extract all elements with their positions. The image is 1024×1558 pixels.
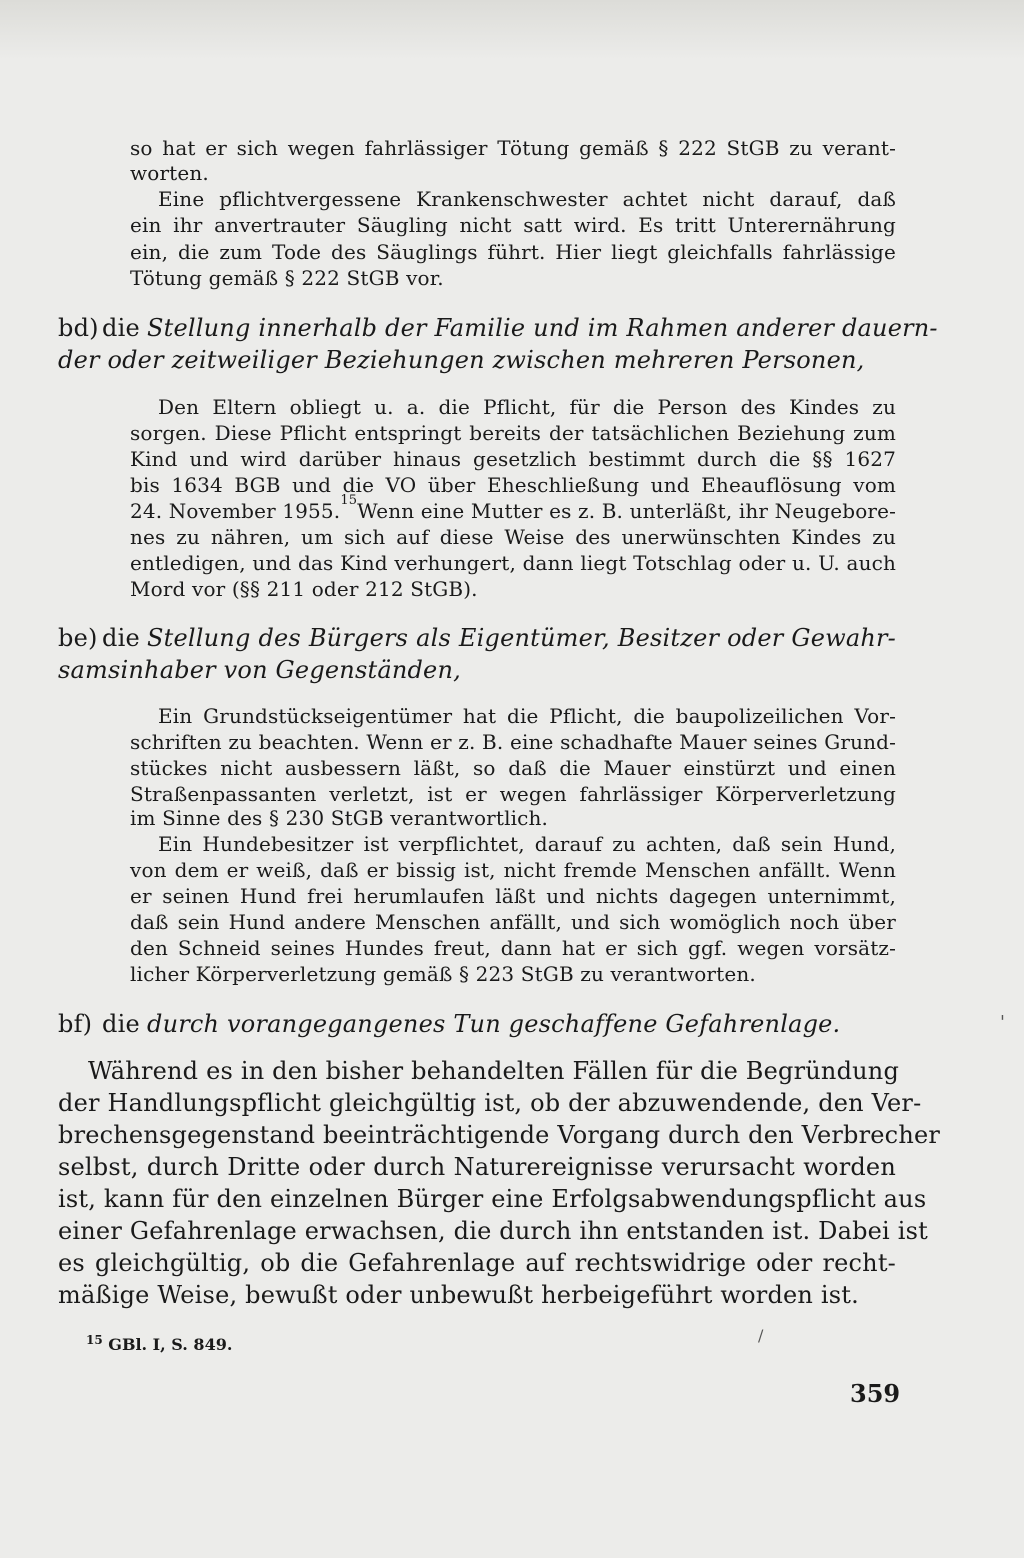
scan-mark: ' xyxy=(1000,1012,1005,1033)
text-line: schriften zu beachten. Wenn er z. B. eine schadhafte Mauer seines Grund- xyxy=(130,730,896,754)
text-line: so hat er sich wegen fahrlässiger Tötung gemäß § 222 StGB zu verant- xyxy=(130,136,896,160)
text-line: er seinen Hund frei herumlaufen läßt und nichts dagegen unternimmt, xyxy=(130,884,896,908)
text-line: Eine pflichtvergessene Krankenschwester achtet nicht darauf, daß xyxy=(158,187,896,211)
text-line: Tötung gemäß § 222 StGB vor. xyxy=(130,266,444,290)
text-line: einer Gefahrenlage erwachsen, die durch ihn entstanden ist. Dabei ist xyxy=(58,1217,928,1245)
text-fragment: 24. November 1955. xyxy=(130,499,341,523)
list-label-be: be) xyxy=(58,624,98,652)
list-label-bd: bd) xyxy=(58,314,99,342)
footnote-number: 15 xyxy=(86,1333,103,1347)
text-line: stückes nicht ausbessern läßt, so daß die Mauer einstürzt und einen xyxy=(130,756,896,780)
section-heading-be: samsinhaber von Gegenständen, xyxy=(58,656,461,684)
text-line: brechensgegenstand beeinträchtigende Vorgang durch den Verbrecher xyxy=(58,1121,941,1149)
text-line: worten. xyxy=(130,161,209,185)
footnote-reference: 15 xyxy=(340,493,358,508)
section-heading-bf: durch vorangegangenes Tun geschaffene Gefahrenlage. xyxy=(147,1010,841,1038)
text-line: ein ihr anvertrauter Säugling nicht satt wird. Es tritt Unterernährung xyxy=(130,213,896,237)
text-line: es gleichgültig, ob die Gefahrenlage auf rechtswidrige oder recht- xyxy=(58,1249,896,1277)
text-line: Während es in den bisher behandelten Fällen für die Begründung xyxy=(88,1057,900,1085)
heading-lead-word: die xyxy=(102,1010,140,1038)
text-line: Den Eltern obliegt u. a. die Pflicht, für die Person des Kindes zu xyxy=(158,395,896,419)
text-fragment: Wenn eine Mutter es z. B. unterläßt, ihr Neugebore- xyxy=(357,499,896,523)
text-line xyxy=(130,493,896,523)
text-line: den Schneid seines Hundes freut, dann hat er sich ggf. wegen vorsätz- xyxy=(130,936,896,960)
text-line: entledigen, und das Kind verhungert, dann liegt Totschlag oder u. U. auch xyxy=(130,551,896,575)
heading-lead-word: die xyxy=(102,624,140,652)
text-line: selbst, durch Dritte oder durch Naturereignisse verursacht worden xyxy=(58,1153,896,1181)
footnote xyxy=(86,1334,232,1353)
text-line: Mord vor (§§ 211 oder 212 StGB). xyxy=(130,577,478,601)
section-heading-be: Stellung des Bürgers als Eigentümer, Besitzer oder Gewahr- xyxy=(147,624,896,652)
list-label-bf: bf) xyxy=(58,1010,93,1038)
heading-lead-word: die xyxy=(102,314,140,342)
text-line: ein, die zum Tode des Säuglings führt. Hier liegt gleichfalls fahrlässige xyxy=(130,240,896,264)
section-heading-bd: der oder zeitweiliger Beziehungen zwischen mehreren Personen, xyxy=(58,346,865,374)
text-line: mäßige Weise, bewußt oder unbewußt herbeigeführt worden ist. xyxy=(58,1281,859,1309)
text-line: Kind und wird darüber hinaus gesetzlich bestimmt durch die §§ 1627 xyxy=(130,447,896,471)
text-line: bis 1634 BGB und die VO über Eheschließung und Eheauflösung vom xyxy=(130,473,896,497)
text-line: ist, kann für den einzelnen Bürger eine Erfolgsabwendungspflicht aus xyxy=(58,1185,927,1213)
text-line: Ein Grundstückseigentümer hat die Pflicht, die baupolizeilichen Vor- xyxy=(158,704,896,728)
text-line: der Handlungspflicht gleichgültig ist, ob der abzuwendende, den Ver- xyxy=(58,1089,922,1117)
text-line: von dem er weiß, daß er bissig ist, nicht fremde Menschen anfällt. Wenn xyxy=(130,858,896,882)
text-line: nes zu nähren, um sich auf diese Weise des unerwünschten Kindes zu xyxy=(130,525,896,549)
page-number: 359 xyxy=(850,1379,901,1408)
text-line: licher Körperverletzung gemäß § 223 StGB zu verantworten. xyxy=(130,962,756,986)
text-line: sorgen. Diese Pflicht entspringt bereits der tatsächlichen Beziehung zum xyxy=(130,421,896,445)
section-heading-bd: Stellung innerhalb der Familie und im Rahmen anderer dauern- xyxy=(147,314,938,342)
footnote-text: GBl. I, S. 849. xyxy=(102,1335,233,1354)
scan-mark: / xyxy=(758,1326,764,1345)
text-line: im Sinne des § 230 StGB verantwortlich. xyxy=(130,806,549,830)
text-line: Ein Hundebesitzer ist verpflichtet, darauf zu achten, daß sein Hund, xyxy=(158,832,896,856)
text-line: daß sein Hund andere Menschen anfällt, und sich womöglich noch über xyxy=(130,910,896,934)
text-line: Straßenpassanten verletzt, ist er wegen fahrlässiger Körperverletzung xyxy=(130,782,896,806)
scan-edge-shadow xyxy=(0,0,1024,60)
